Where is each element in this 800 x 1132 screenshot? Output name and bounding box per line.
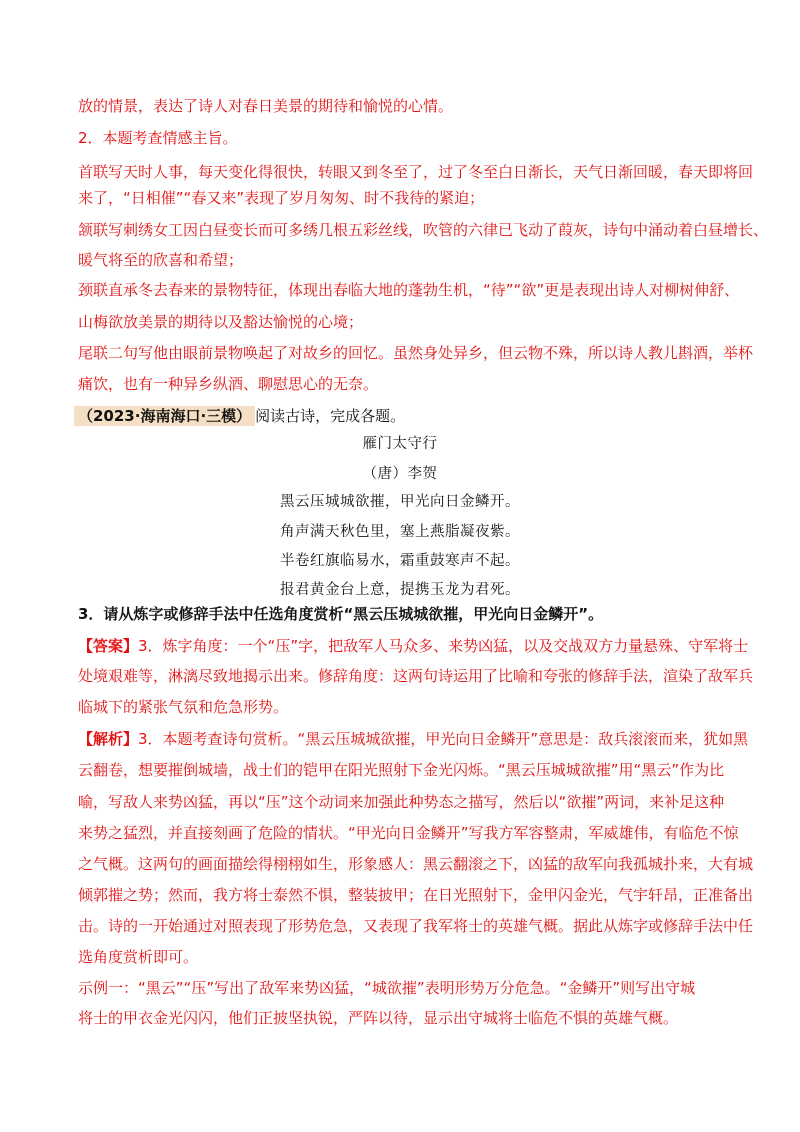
analysis-line (78, 729, 750, 749)
paragraph-line: 尾联二句写他由眼前景物唤起了对故乡的回忆。虽然身处异乡，但云物不殊，所以诗人教儿斟酒，举杯 (78, 344, 754, 362)
analysis-text: 3．本题考查诗句赏析。“黑云压城城欲摧，甲光向日金鳞开”意思是：敌兵滚滚而来，犹如黑 (138, 730, 749, 748)
paragraph-line: 颔联写刺绣女工因白昼变长而可多绣几根五彩丝线，吹管的六律已飞动了葭灰，诗句中涌动着白昼增长、 (78, 221, 769, 239)
answer-label: 【答案】 (78, 637, 139, 655)
poem-author: （唐）李贺 (362, 466, 438, 482)
analysis-line: 选角度赏析即可。 (78, 948, 199, 966)
analysis-line: 喻，写敌人来势凶猛，再以“压”这个动词来加强此种势态之描写，然后以“欲摧”两词，来补足这种 (78, 793, 725, 811)
paragraph-line: 山梅欲放美景的期待以及豁达愉悦的心境； (78, 313, 364, 331)
paragraph-line: 痛饮，也有一种异乡纵酒、聊慰思心的无奈。 (78, 375, 379, 393)
analysis-line: 之气概。这两句的画面描绘得栩栩如生，形象感人：黑云翻滚之下，凶猛的敌军向我孤城扑来，大有城 (78, 855, 754, 873)
question-text: 3．请从炼字或修辞手法中任选角度赏析“黑云压城城欲摧，甲光向日金鳞开”。 (78, 605, 604, 623)
analysis-label: 【解析】 (78, 730, 139, 748)
analysis-line: 倾郭摧之势；然而，我方将士泰然不惧，整装披甲；在日光照射下，金甲闪金光，气宇轩昂，正准备出 (78, 886, 754, 904)
poem-line: 角声满天秋色里，塞上燕脂凝夜紫。 (280, 524, 520, 540)
paragraph-line: 2．本题考查情感主旨。 (78, 129, 238, 147)
paragraph-line: 暖气将至的欣喜和希望； (78, 251, 244, 269)
poem-line: 半卷红旗临易水，霜重鼓寒声不起。 (280, 553, 520, 569)
paragraph-line: 来了，“日相催”“春又来”表现了岁月匆匆、时不我待的紧迫； (78, 189, 485, 207)
intro-text: 阅读古诗，完成各题。 (255, 407, 406, 425)
poem-title: 雁门太守行 (362, 436, 438, 452)
analysis-line: 将士的甲衣金光闪闪，他们正披坚执锐，严阵以待，显示出守城将士临危不惧的英雄气概。 (78, 1009, 679, 1027)
answer-line (78, 636, 750, 656)
paragraph-line: 颈联直承冬去春来的景物特征，体现出春临大地的蓬勃生机，“待”“欲”更是表现出诗人对柳树伸舒、 (78, 281, 740, 299)
poem-line: 报君黄金台上意，提携玉龙为君死。 (280, 582, 520, 598)
analysis-line: 来势之猛烈，并直接刻画了危险的情状。“甲光向日金鳞开”写我方军容整肃，军威雄伟，有临危不惊 (78, 824, 739, 842)
analysis-line: 击。诗的一开始通过对照表现了形势危急，又表现了我军将士的英雄气概。据此从炼字或修辞手法中任 (78, 917, 754, 935)
question-source-line (78, 406, 750, 426)
paragraph-line: 放的情景，表达了诗人对春日美景的期待和愉悦的心情。 (78, 97, 454, 115)
answer-line: 处境艰难等，淋漓尽致地揭示出来。修辞角度：这两句诗运用了比喻和夸张的修辞手法，渲染了敌军兵 (78, 667, 754, 685)
answer-text: 3．炼字角度：一个“压”字，把敌军人马众多、来势凶猛，以及交战双方力量悬殊、守军将士 (138, 637, 749, 655)
analysis-line: 云翻卷，想要摧倒城墙，战士们的铠甲在阳光照射下金光闪烁。“黑云压城城欲摧”用“黑云”作为比 (78, 761, 725, 779)
poem-line: 黑云压城城欲摧，甲光向日金鳞开。 (280, 494, 520, 510)
analysis-line: 示例一：“黑云”“压”写出了敌军来势凶猛，“城欲摧”表明形势万分危急。“金鳞开”则写出守城 (78, 979, 696, 997)
source-tag: （2023·海南海口·三模） (74, 406, 255, 426)
answer-line: 临城下的紧张气氛和危急形势。 (78, 698, 289, 716)
paragraph-line: 首联写天时人事，每天变化得很快，转眼又到冬至了，过了冬至白日渐长，天气日渐回暖，春天即将回 (78, 163, 754, 181)
